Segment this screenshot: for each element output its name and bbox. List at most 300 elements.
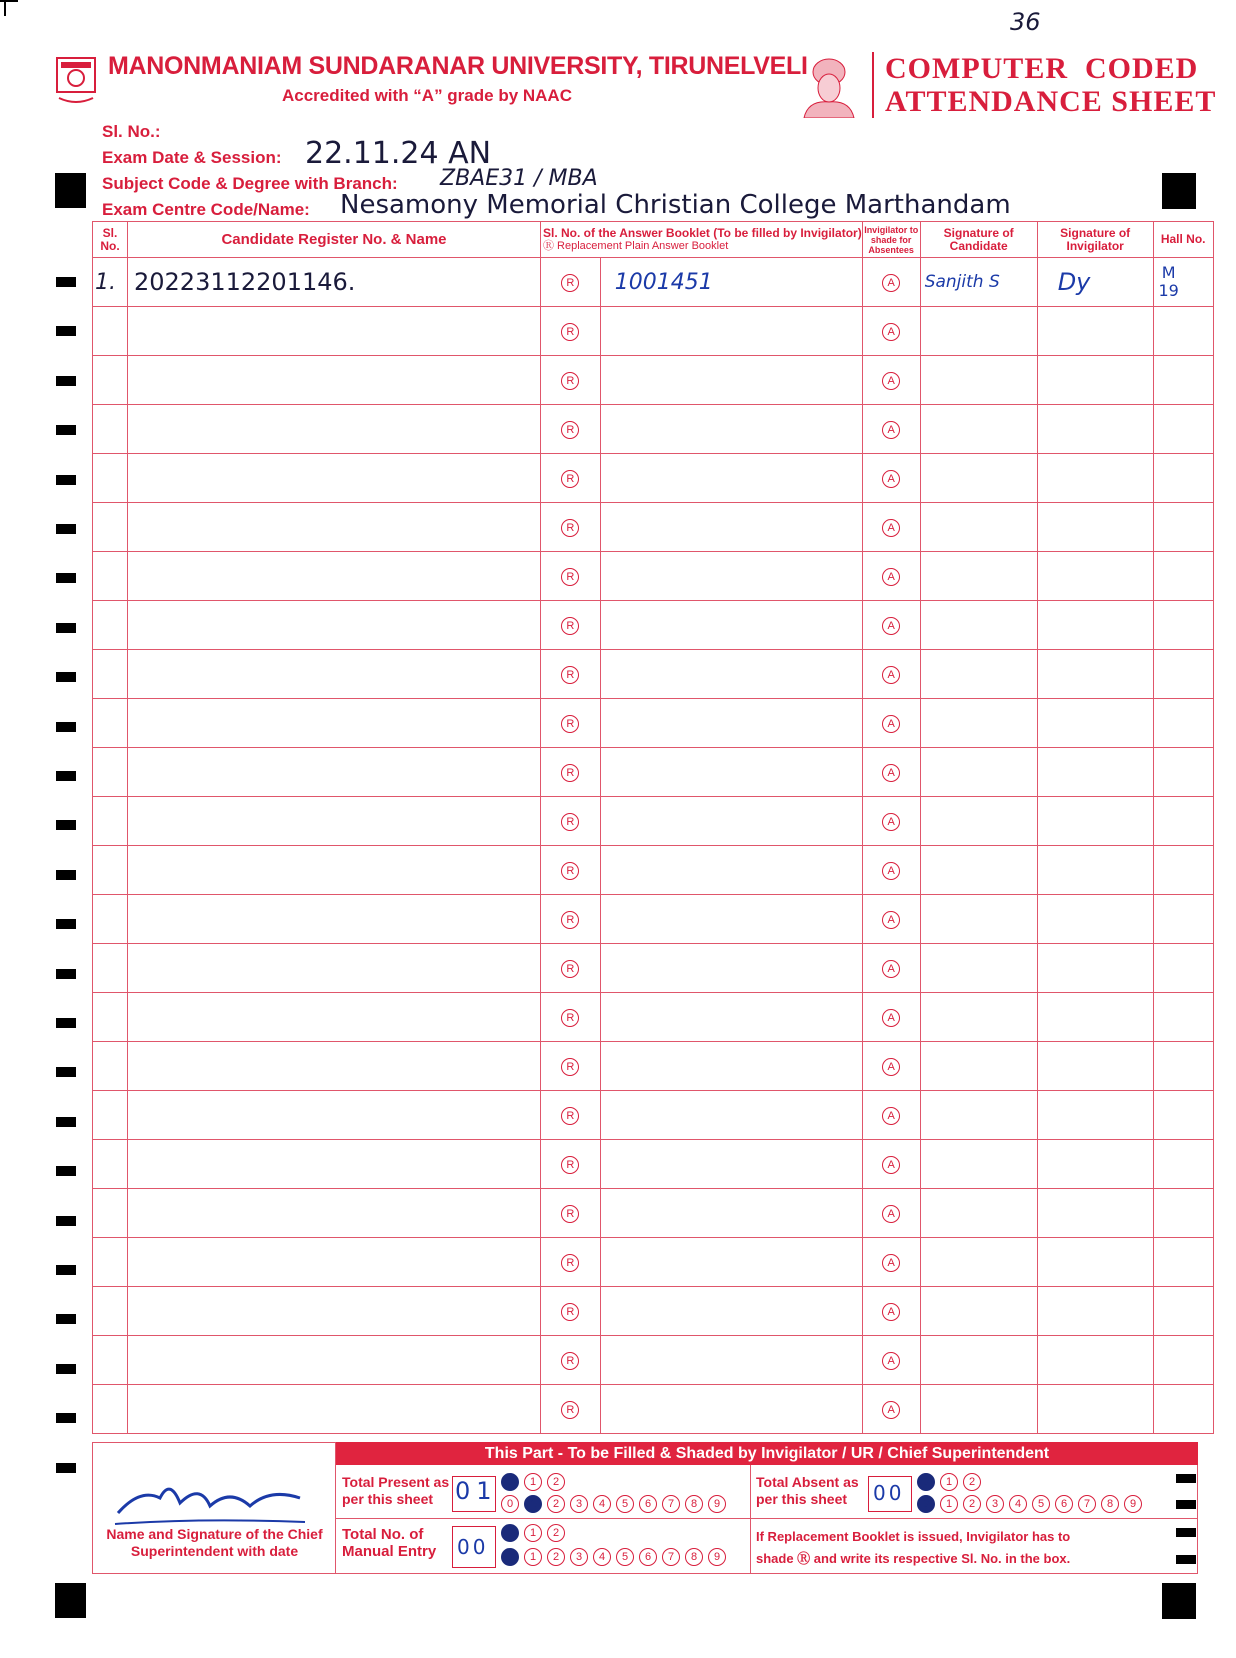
table-row bbox=[93, 307, 1214, 356]
accreditation-text: Accredited with “A” grade by NAAC bbox=[282, 86, 572, 105]
header-hall: Hall No. bbox=[1153, 222, 1213, 258]
row-sig-invigilator bbox=[1037, 993, 1153, 1042]
timing-mark bbox=[56, 1265, 76, 1275]
row-replacement-bubble[interactable] bbox=[541, 1189, 601, 1238]
row-sig-invigilator bbox=[1037, 1238, 1153, 1287]
table-row bbox=[93, 503, 1214, 552]
row-sl bbox=[93, 1238, 128, 1287]
row-candidate bbox=[128, 846, 541, 895]
row-replacement-bubble[interactable] bbox=[541, 454, 601, 503]
row-sig-candidate bbox=[920, 1091, 1037, 1140]
corner-cross-mark-v bbox=[4, 0, 6, 16]
digit-bubble[interactable]: 7 bbox=[662, 1495, 680, 1513]
row-sig-candidate bbox=[920, 1042, 1037, 1091]
table-row bbox=[93, 1287, 1214, 1336]
row-hall bbox=[1153, 650, 1213, 699]
digit-bubble[interactable]: 1 bbox=[524, 1495, 542, 1513]
row-replacement-bubble[interactable] bbox=[541, 650, 601, 699]
row-candidate bbox=[128, 552, 541, 601]
row-absent-bubble[interactable] bbox=[862, 748, 920, 797]
absent-circle-icon: A bbox=[882, 1352, 900, 1370]
row-absent-bubble[interactable] bbox=[862, 1385, 920, 1434]
exam-date-value: 22.11.24 AN bbox=[305, 136, 492, 171]
row-booklet bbox=[600, 944, 862, 993]
row-sig-invigilator bbox=[1037, 258, 1153, 307]
row-candidate bbox=[128, 405, 541, 454]
absent-circle-icon: A bbox=[882, 372, 900, 390]
row-absent-bubble[interactable] bbox=[862, 895, 920, 944]
row-replacement-bubble[interactable] bbox=[541, 1336, 601, 1385]
replacement-circle-icon: R bbox=[561, 1352, 579, 1370]
table-row bbox=[93, 1091, 1214, 1140]
digit-bubble[interactable]: 1 bbox=[524, 1548, 542, 1566]
row-absent-bubble[interactable] bbox=[862, 601, 920, 650]
sheet-title-line1: COMPUTER CODED bbox=[885, 52, 1199, 85]
header-candidate: Candidate Register No. & Name bbox=[128, 222, 541, 258]
digit-bubble[interactable]: 1 bbox=[524, 1524, 542, 1542]
row-hall bbox=[1153, 601, 1213, 650]
manual-tens-bubbles bbox=[501, 1524, 570, 1542]
row-booklet bbox=[600, 405, 862, 454]
row-candidate bbox=[128, 1336, 541, 1385]
row-sig-candidate bbox=[920, 258, 1037, 307]
row-hall bbox=[1153, 1189, 1213, 1238]
row-sig-invigilator bbox=[1037, 944, 1153, 993]
centre-value: Nesamony Memorial Christian College Marthandam bbox=[340, 190, 1011, 220]
row-absent-bubble[interactable] bbox=[862, 258, 920, 307]
timing-mark bbox=[56, 1463, 76, 1473]
absent-circle-icon: A bbox=[882, 1205, 900, 1223]
digit-bubble[interactable]: 5 bbox=[616, 1495, 634, 1513]
row-booklet bbox=[600, 601, 862, 650]
table-row bbox=[93, 650, 1214, 699]
digit-bubble[interactable]: 8 bbox=[1101, 1495, 1119, 1513]
digit-bubble[interactable]: 9 bbox=[708, 1548, 726, 1566]
subject-value: ZBAE31 / MBA bbox=[440, 166, 598, 191]
total-absent-box bbox=[868, 1476, 912, 1512]
row-sig-invigilator-value: Dy bbox=[1057, 268, 1091, 296]
row-absent-bubble[interactable] bbox=[862, 1091, 920, 1140]
absent-circle-icon: A bbox=[882, 715, 900, 733]
row-candidate bbox=[128, 1091, 541, 1140]
row-sig-invigilator bbox=[1037, 552, 1153, 601]
row-booklet bbox=[600, 1287, 862, 1336]
row-sl bbox=[93, 258, 128, 307]
row-hall bbox=[1153, 503, 1213, 552]
row-booklet bbox=[600, 1042, 862, 1091]
table-row bbox=[93, 944, 1214, 993]
row-replacement-bubble[interactable] bbox=[541, 895, 601, 944]
row-replacement-bubble[interactable] bbox=[541, 405, 601, 454]
absent-units-bubbles bbox=[917, 1495, 1147, 1513]
row-sig-invigilator bbox=[1037, 797, 1153, 846]
digit-bubble[interactable]: 8 bbox=[685, 1495, 703, 1513]
row-replacement-bubble[interactable] bbox=[541, 699, 601, 748]
digit-bubble[interactable]: 7 bbox=[662, 1548, 680, 1566]
row-candidate bbox=[128, 650, 541, 699]
present-units-bubbles bbox=[501, 1495, 731, 1513]
row-sl bbox=[93, 650, 128, 699]
row-sl bbox=[93, 993, 128, 1042]
timing-mark bbox=[56, 1166, 76, 1176]
row-booklet bbox=[600, 846, 862, 895]
timing-mark bbox=[56, 969, 76, 979]
absent-circle-icon: A bbox=[882, 1058, 900, 1076]
row-hall bbox=[1153, 1238, 1213, 1287]
header-booklet-sub: Ⓡ Replacement Plain Answer Booklet bbox=[543, 239, 729, 252]
digit-bubble[interactable]: 5 bbox=[1032, 1495, 1050, 1513]
footer-tick-right-2 bbox=[1176, 1500, 1196, 1509]
row-replacement-bubble[interactable] bbox=[541, 503, 601, 552]
row-replacement-bubble[interactable] bbox=[541, 258, 601, 307]
digit-bubble[interactable]: 2 bbox=[547, 1495, 565, 1513]
row-sl bbox=[93, 1189, 128, 1238]
row-booklet bbox=[600, 895, 862, 944]
absent-circle-icon: A bbox=[882, 862, 900, 880]
row-booklet bbox=[600, 993, 862, 1042]
alignment-block-top-left bbox=[55, 173, 86, 208]
row-replacement-bubble[interactable] bbox=[541, 601, 601, 650]
row-sl bbox=[93, 1091, 128, 1140]
row-hall bbox=[1153, 1042, 1213, 1091]
row-candidate bbox=[128, 307, 541, 356]
digit-bubble[interactable]: 0 bbox=[501, 1548, 519, 1566]
row-sig-invigilator bbox=[1037, 405, 1153, 454]
row-sig-candidate bbox=[920, 1140, 1037, 1189]
digit-bubble[interactable]: 4 bbox=[593, 1548, 611, 1566]
table-row bbox=[93, 993, 1214, 1042]
digit-bubble[interactable]: 0 bbox=[501, 1524, 519, 1542]
absent-circle-icon: A bbox=[882, 1401, 900, 1419]
timing-mark bbox=[56, 376, 76, 386]
row-replacement-bubble[interactable] bbox=[541, 1287, 601, 1336]
digit-bubble[interactable]: 2 bbox=[547, 1548, 565, 1566]
row-sig-candidate bbox=[920, 405, 1037, 454]
row-hall bbox=[1153, 1287, 1213, 1336]
row-hall bbox=[1153, 797, 1213, 846]
row-sl-value: 1. bbox=[95, 269, 116, 295]
digit-bubble[interactable]: 4 bbox=[593, 1495, 611, 1513]
row-absent-bubble[interactable] bbox=[862, 846, 920, 895]
row-hall-value: M 19 bbox=[1158, 263, 1179, 300]
digit-bubble[interactable]: 6 bbox=[1055, 1495, 1073, 1513]
row-sig-invigilator bbox=[1037, 1091, 1153, 1140]
replacement-circle-icon: R bbox=[561, 1009, 579, 1027]
header-sl: Sl. No. bbox=[93, 222, 128, 258]
absent-circle-icon: A bbox=[882, 1107, 900, 1125]
row-booklet bbox=[600, 307, 862, 356]
timing-mark bbox=[56, 475, 76, 485]
digit-bubble[interactable]: 0 bbox=[917, 1473, 935, 1491]
absent-circle-icon: A bbox=[882, 960, 900, 978]
page-number: 36 bbox=[1010, 8, 1041, 36]
digit-bubble[interactable]: 1 bbox=[940, 1495, 958, 1513]
row-sl bbox=[93, 356, 128, 405]
row-sig-candidate bbox=[920, 1238, 1037, 1287]
manual-entry-label: Total No. of Manual Entry bbox=[342, 1526, 437, 1560]
footer-tick-right-3 bbox=[1176, 1528, 1196, 1537]
total-present-value: 01 bbox=[455, 1477, 498, 1505]
absent-circle-icon: A bbox=[882, 568, 900, 586]
row-booklet bbox=[600, 1385, 862, 1434]
table-row bbox=[93, 699, 1214, 748]
table-row bbox=[93, 258, 1214, 307]
digit-bubble[interactable]: 6 bbox=[639, 1548, 657, 1566]
replacement-circle-icon: R bbox=[561, 617, 579, 635]
row-candidate bbox=[128, 601, 541, 650]
row-replacement-bubble[interactable] bbox=[541, 1385, 601, 1434]
absent-circle-icon: A bbox=[882, 274, 900, 292]
digit-bubble[interactable]: 3 bbox=[570, 1495, 588, 1513]
footer-divider-2 bbox=[750, 1465, 751, 1574]
attendance-table bbox=[92, 221, 1214, 1434]
row-hall bbox=[1153, 1336, 1213, 1385]
digit-bubble[interactable]: 8 bbox=[685, 1548, 703, 1566]
row-hall bbox=[1153, 307, 1213, 356]
timing-mark bbox=[56, 573, 76, 583]
row-absent-bubble[interactable] bbox=[862, 1042, 920, 1091]
digit-bubble[interactable]: 1 bbox=[940, 1473, 958, 1491]
row-sl bbox=[93, 307, 128, 356]
row-booklet bbox=[600, 1091, 862, 1140]
row-booklet bbox=[600, 1336, 862, 1385]
table-row bbox=[93, 846, 1214, 895]
row-candidate bbox=[128, 1140, 541, 1189]
row-replacement-bubble[interactable] bbox=[541, 356, 601, 405]
row-replacement-bubble[interactable] bbox=[541, 307, 601, 356]
row-sig-invigilator bbox=[1037, 1287, 1153, 1336]
timing-mark bbox=[56, 277, 76, 287]
row-absent-bubble[interactable] bbox=[862, 797, 920, 846]
present-tens-bubbles bbox=[501, 1473, 570, 1491]
replacement-circle-icon: R bbox=[561, 519, 579, 537]
row-sig-candidate bbox=[920, 1336, 1037, 1385]
timing-mark bbox=[56, 771, 76, 781]
footer-divider-1 bbox=[335, 1442, 336, 1574]
replacement-circle-icon: R bbox=[561, 764, 579, 782]
manual-units-bubbles bbox=[501, 1548, 731, 1566]
replacement-circle-icon: R bbox=[561, 862, 579, 880]
row-booklet bbox=[600, 650, 862, 699]
row-booklet bbox=[600, 356, 862, 405]
row-hall bbox=[1153, 699, 1213, 748]
row-replacement-bubble[interactable] bbox=[541, 1238, 601, 1287]
exam-date-label: Exam Date & Session: bbox=[102, 148, 282, 167]
row-sig-candidate bbox=[920, 1385, 1037, 1434]
row-hall bbox=[1153, 1091, 1213, 1140]
row-absent-bubble[interactable] bbox=[862, 699, 920, 748]
row-absent-bubble[interactable] bbox=[862, 454, 920, 503]
row-sl bbox=[93, 797, 128, 846]
digit-bubble[interactable]: 4 bbox=[1009, 1495, 1027, 1513]
row-replacement-bubble[interactable] bbox=[541, 552, 601, 601]
row-booklet bbox=[600, 454, 862, 503]
digit-bubble[interactable]: 1 bbox=[524, 1473, 542, 1491]
row-hall bbox=[1153, 846, 1213, 895]
row-sl bbox=[93, 1336, 128, 1385]
row-sig-invigilator bbox=[1037, 307, 1153, 356]
timing-mark bbox=[56, 1067, 76, 1077]
row-booklet bbox=[600, 503, 862, 552]
row-sig-candidate bbox=[920, 797, 1037, 846]
row-absent-bubble[interactable] bbox=[862, 1238, 920, 1287]
row-sl bbox=[93, 454, 128, 503]
digit-bubble[interactable]: 6 bbox=[639, 1495, 657, 1513]
replacement-circle-icon: R bbox=[561, 1107, 579, 1125]
row-candidate bbox=[128, 503, 541, 552]
row-absent-bubble[interactable] bbox=[862, 944, 920, 993]
row-absent-bubble[interactable] bbox=[862, 993, 920, 1042]
row-candidate bbox=[128, 797, 541, 846]
university-name: MANONMANIAM SUNDARANAR UNIVERSITY, TIRUNELVELI bbox=[108, 52, 808, 80]
row-candidate bbox=[128, 699, 541, 748]
row-sl bbox=[93, 1042, 128, 1091]
row-replacement-bubble[interactable] bbox=[541, 748, 601, 797]
replacement-circle-icon: R bbox=[561, 421, 579, 439]
row-absent-bubble[interactable] bbox=[862, 650, 920, 699]
row-hall bbox=[1153, 258, 1213, 307]
row-booklet bbox=[600, 1140, 862, 1189]
alignment-block-bottom-right bbox=[1162, 1583, 1196, 1619]
university-logo bbox=[55, 56, 97, 108]
digit-bubble[interactable]: 2 bbox=[547, 1473, 565, 1491]
row-hall bbox=[1153, 944, 1213, 993]
row-sl bbox=[93, 1140, 128, 1189]
row-absent-bubble[interactable] bbox=[862, 1287, 920, 1336]
row-sig-candidate bbox=[920, 993, 1037, 1042]
digit-bubble[interactable]: 0 bbox=[917, 1495, 935, 1513]
table-row bbox=[93, 797, 1214, 846]
row-sig-invigilator bbox=[1037, 1189, 1153, 1238]
absent-circle-icon: A bbox=[882, 764, 900, 782]
timing-mark bbox=[56, 1364, 76, 1374]
header-sig-invigilator: Signature of Invigilator bbox=[1037, 222, 1153, 258]
row-hall bbox=[1153, 454, 1213, 503]
row-candidate-value: 20223112201146. bbox=[134, 268, 356, 296]
row-replacement-bubble[interactable] bbox=[541, 1091, 601, 1140]
timing-mark bbox=[56, 1216, 76, 1226]
subject-label: Subject Code & Degree with Branch: bbox=[102, 174, 398, 193]
row-sig-invigilator bbox=[1037, 1140, 1153, 1189]
replacement-circle-icon: R bbox=[561, 1205, 579, 1223]
timing-mark bbox=[56, 524, 76, 534]
row-replacement-bubble[interactable] bbox=[541, 1140, 601, 1189]
table-row bbox=[93, 1189, 1214, 1238]
replacement-circle-icon: R bbox=[561, 323, 579, 341]
replacement-circle-icon: R bbox=[561, 470, 579, 488]
row-candidate bbox=[128, 356, 541, 405]
row-hall bbox=[1153, 895, 1213, 944]
row-booklet bbox=[600, 699, 862, 748]
absent-circle-icon: A bbox=[882, 617, 900, 635]
footer-band: This Part - To be Filled & Shaded by Invigilator / UR / Chief Superintendent bbox=[336, 1442, 1198, 1465]
digit-bubble[interactable]: 2 bbox=[963, 1473, 981, 1491]
row-sl bbox=[93, 846, 128, 895]
row-sig-candidate bbox=[920, 748, 1037, 797]
table-row bbox=[93, 552, 1214, 601]
digit-bubble[interactable]: 3 bbox=[570, 1548, 588, 1566]
row-absent-bubble[interactable] bbox=[862, 552, 920, 601]
digit-bubble[interactable]: 5 bbox=[616, 1548, 634, 1566]
row-replacement-bubble[interactable] bbox=[541, 797, 601, 846]
row-absent-bubble[interactable] bbox=[862, 356, 920, 405]
timing-mark bbox=[56, 870, 76, 880]
row-sig-candidate bbox=[920, 454, 1037, 503]
row-booklet bbox=[600, 1238, 862, 1287]
row-sig-candidate bbox=[920, 699, 1037, 748]
table-row bbox=[93, 454, 1214, 503]
header-divider bbox=[872, 52, 874, 118]
row-hall bbox=[1153, 1385, 1213, 1434]
total-present-label: Total Present as per this sheet bbox=[342, 1474, 450, 1507]
digit-bubble[interactable]: 2 bbox=[963, 1495, 981, 1513]
absent-circle-icon: A bbox=[882, 470, 900, 488]
sheet-title-line2: ATTENDANCE SHEET bbox=[885, 85, 1217, 118]
timing-mark bbox=[56, 1117, 76, 1127]
row-sl bbox=[93, 405, 128, 454]
row-booklet bbox=[600, 797, 862, 846]
row-hall bbox=[1153, 405, 1213, 454]
header-booklet-main: Sl. No. of the Answer Booklet (To be filled by Invigilator) bbox=[543, 225, 862, 240]
digit-bubble[interactable]: 0 bbox=[501, 1495, 519, 1513]
row-sig-invigilator bbox=[1037, 454, 1153, 503]
timing-mark bbox=[56, 672, 76, 682]
digit-bubble[interactable]: 9 bbox=[1124, 1495, 1142, 1513]
row-sig-candidate-value: Sanjith S bbox=[924, 272, 1000, 292]
row-replacement-bubble[interactable] bbox=[541, 846, 601, 895]
digit-bubble[interactable]: 9 bbox=[708, 1495, 726, 1513]
row-booklet-value: 1001451 bbox=[614, 269, 713, 295]
digit-bubble[interactable]: 7 bbox=[1078, 1495, 1096, 1513]
row-absent-bubble[interactable] bbox=[862, 503, 920, 552]
digit-bubble[interactable]: 2 bbox=[547, 1524, 565, 1542]
table-row bbox=[93, 1385, 1214, 1434]
manual-entry-box bbox=[452, 1526, 496, 1568]
row-absent-bubble[interactable] bbox=[862, 405, 920, 454]
digit-bubble[interactable]: 3 bbox=[986, 1495, 1004, 1513]
digit-bubble[interactable]: 0 bbox=[501, 1473, 519, 1491]
row-absent-bubble[interactable] bbox=[862, 1336, 920, 1385]
row-replacement-bubble[interactable] bbox=[541, 993, 601, 1042]
row-replacement-bubble[interactable] bbox=[541, 944, 601, 993]
row-sl bbox=[93, 552, 128, 601]
total-present-box bbox=[452, 1476, 496, 1512]
replacement-note: If Replacement Booklet is issued, Invigilator has to shade Ⓡ and write its respective Sl. No. in the box. bbox=[756, 1529, 1071, 1566]
total-absent-label: Total Absent as per this sheet bbox=[756, 1474, 859, 1507]
row-candidate bbox=[128, 1287, 541, 1336]
replacement-circle-icon: R bbox=[561, 715, 579, 733]
row-sig-candidate bbox=[920, 650, 1037, 699]
row-sig-invigilator bbox=[1037, 748, 1153, 797]
timing-mark bbox=[56, 1314, 76, 1324]
header-absent: Invigilator to shade for Absentees bbox=[862, 222, 920, 258]
header-booklet bbox=[541, 222, 863, 258]
row-sig-invigilator bbox=[1037, 650, 1153, 699]
absent-circle-icon: A bbox=[882, 666, 900, 684]
row-sl bbox=[93, 895, 128, 944]
row-sig-candidate bbox=[920, 552, 1037, 601]
row-absent-bubble[interactable] bbox=[862, 307, 920, 356]
table-body bbox=[93, 258, 1214, 1434]
row-absent-bubble[interactable] bbox=[862, 1140, 920, 1189]
replacement-circle-icon: R bbox=[561, 274, 579, 292]
row-replacement-bubble[interactable] bbox=[541, 1042, 601, 1091]
row-absent-bubble[interactable] bbox=[862, 1189, 920, 1238]
table-row bbox=[93, 895, 1214, 944]
row-sig-candidate bbox=[920, 1287, 1037, 1336]
absent-circle-icon: A bbox=[882, 813, 900, 831]
timing-mark bbox=[56, 1413, 76, 1423]
